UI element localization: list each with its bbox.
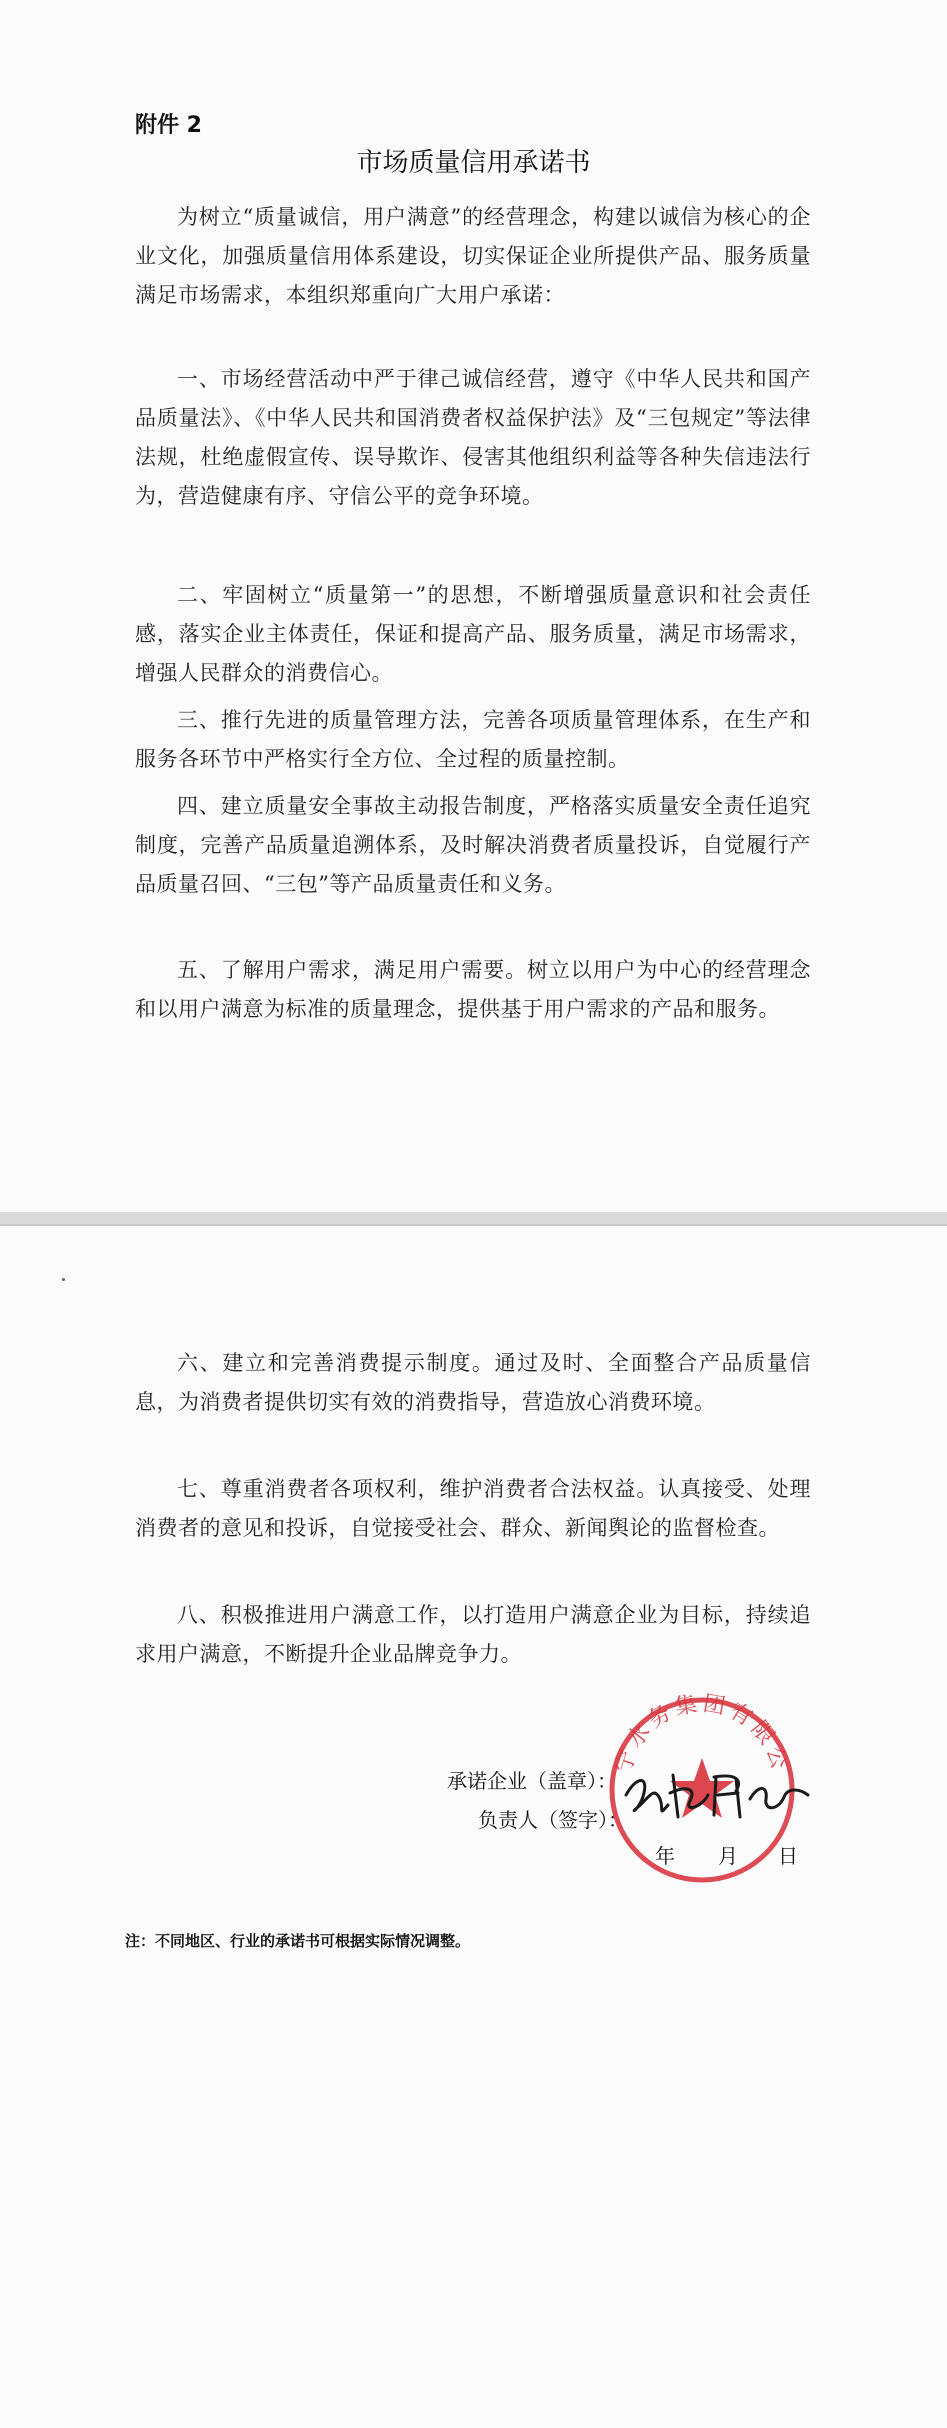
commitment-paragraph-1: 一、市场经营活动中严于律己诚信经营，遵守《中华人民共和国产品质量法》、《中华人民共和国消费者权益保护法》及“三包规定”等法律法规，杜绝虚假宣传、误导欺诈、侵害其他组织利益等各种失信违法行为，营造健康有序、守信公平的竞争环境。 — [135, 367, 811, 508]
date-month: 月 — [718, 1844, 738, 1868]
commitment-paragraph-6: 六、建立和完善消费提示制度。通过及时、全面整合产品质量信息，为消费者提供切实有效的消费指导，营造放心消费环境。 — [135, 1351, 811, 1414]
footnote: 注：不同地区、行业的承诺书可根据实际情况调整。 — [125, 1932, 471, 1950]
person-sign-label-text: 负责人（签字） — [478, 1808, 608, 1832]
person-sign-label: 负责人（签字）： — [478, 1808, 628, 1832]
commitment-paragraph-5: 五、了解用户需求，满足用户需要。树立以用户为中心的经营理念和以用户满意为标准的质量理念，提供基于用户需求的产品和服务。 — [135, 958, 811, 1021]
commitment-paragraph-2: 二、牢固树立“质量第一”的思想，不断增强质量意识和社会责任感，落实企业主体责任，保证和提高产品、服务质量，满足市场需求，增强人民群众的消费信心。 — [135, 583, 811, 685]
document-title: 市场质量信用承诺书 — [356, 148, 591, 178]
seal-arc-textpath: 宁水务集团有限公 — [611, 1691, 793, 1776]
commitment-paragraph-4: 四、建立质量安全事故主动报告制度，严格落实质量安全责任追究制度，完善产品质量追溯体系，及时解决消费者质量投诉，自觉履行产品质量召回、“三包”等产品质量责任和义务。 — [135, 794, 811, 896]
intro-paragraph: 为树立“质量诚信，用户满意”的经营理念，构建以诚信为核心的企业文化，加强质量信用体系建设，切实保证企业所提供产品、服务质量满足市场需求，本组织郑重向广大用户承诺： — [135, 205, 811, 307]
date-year: 年 — [655, 1844, 675, 1868]
attachment-label: 附件 2 — [135, 113, 202, 138]
commitment-paragraph-3: 三、推行先进的质量管理方法，完善各项质量管理体系，在生产和服务各环节中严格实行全方位、全过程的质量控制。 — [135, 708, 811, 771]
handwritten-signature — [618, 1755, 818, 1830]
document-page-1 — [0, 0, 947, 1212]
company-seal-label: 承诺企业（盖章）： — [447, 1769, 617, 1793]
page-separator — [0, 1212, 947, 1224]
commitment-paragraph-8: 八、积极推进用户满意工作，以打造用户满意企业为目标，持续追求用户满意，不断提升企业品牌竞争力。 — [135, 1603, 811, 1666]
company-seal-label-text: 承诺企业（盖章） — [447, 1769, 597, 1793]
scan-speck — [62, 1278, 65, 1281]
date-day: 日 — [778, 1844, 798, 1868]
commitment-paragraph-7: 七、尊重消费者各项权利，维护消费者合法权益。认真接受、处理消费者的意见和投诉，自觉接受社会、群众、新闻舆论的监督检查。 — [135, 1477, 811, 1540]
